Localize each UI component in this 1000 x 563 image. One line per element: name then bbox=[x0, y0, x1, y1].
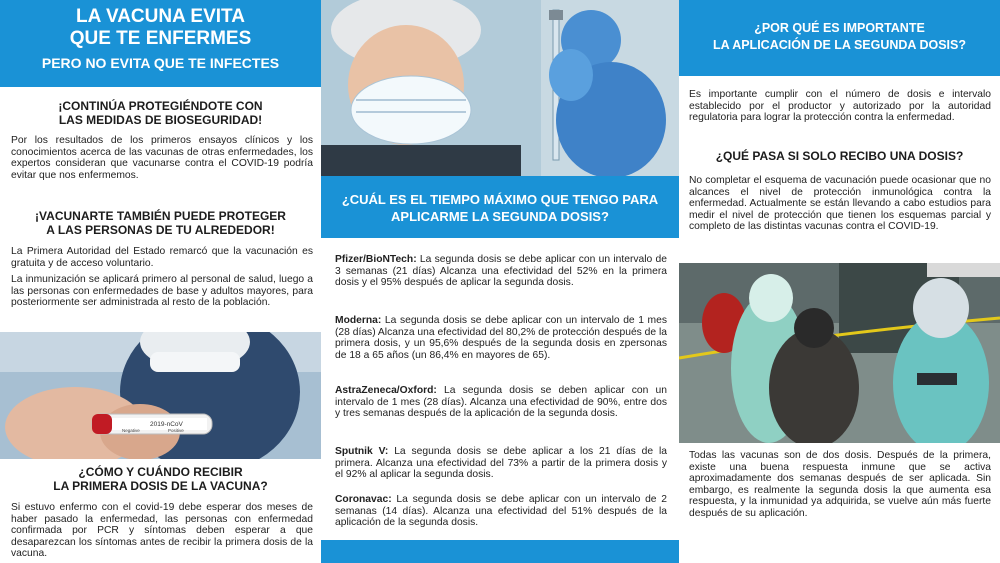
nurse-syringe-photo bbox=[321, 0, 679, 176]
coronavac-text: La segunda dosis se debe aplicar con un intervalo de 2 semanas (14 días). Alcanza una efectividad del 51% después de la aplicación de la segunda dosis. bbox=[335, 494, 667, 529]
max-time-banner-line2: APLICARME LA SEGUNDA DOSIS? bbox=[391, 209, 609, 224]
second-dose-banner-line2: LA APLICACIÓN DE LA SEGUNDA DOSIS? bbox=[712, 38, 966, 52]
banner-title-line1: LA VACUNA EVITA bbox=[76, 6, 245, 27]
coronavac-paragraph bbox=[335, 494, 667, 529]
sputnik-name: Sputnik V: bbox=[335, 446, 389, 457]
max-time-banner bbox=[321, 176, 679, 238]
first-dose-heading bbox=[0, 465, 321, 493]
second-dose-banner bbox=[679, 0, 1000, 76]
two-doses-paragraph: Todas las vacunas son de dos dosis. Después de la primera, existe una buena respuesta inmune que se activa aproximadamente dos semanas después de ser aplicada. Sin embargo, es realmente la segunda dosis la que aumenta esa respuesta, y la inmunidad ya adquirida, se vuelve aún más fuerte después de su aplicación. bbox=[689, 450, 991, 519]
max-time-banner-line1: ¿CUÁL ES EL TIEMPO MÁXIMO QUE TENGO PARA bbox=[341, 192, 659, 207]
incomplete-scheme-paragraph: No completar el esquema de vacunación puede ocasionar que no alcances el nivel de protección inmunológica contra la enfermedad. Actualmente se están llevando a cabo estudios para medir el nivel de protección que tienen los esquemas parcial y completo de las distintas vacunas contra el COVID-19. bbox=[689, 175, 991, 233]
sputnik-paragraph bbox=[335, 446, 667, 481]
protect-others-heading-line2: A LAS PERSONAS DE TU ALREDEDOR! bbox=[46, 223, 275, 237]
moderna-paragraph bbox=[335, 315, 667, 361]
dose-interval-paragraph: Es importante cumplir con el número de dosis e intervalo establecido por el productor y autorizado por la autoridad regulatoria para lograr la protección contra la enfermedad. bbox=[689, 89, 991, 124]
bottom-accent-bar bbox=[321, 540, 679, 563]
second-dose-banner-line1: ¿POR QUÉ ES IMPORTANTE bbox=[754, 21, 925, 35]
pfizer-paragraph bbox=[335, 254, 667, 289]
right-column bbox=[679, 0, 1000, 563]
biosecurity-heading bbox=[0, 99, 321, 127]
pfizer-name: Pfizer/BioNTech: bbox=[335, 254, 417, 265]
first-dose-heading-line2: LA PRIMERA DOSIS DE LA VACUNA? bbox=[53, 479, 268, 493]
test-tube-photo bbox=[0, 332, 321, 459]
moderna-text: La segunda dosis se debe aplicar con un intervalo de 1 mes (28 días) Alcanza una efectividad del 80,2% de protección después de la primera dosis, y un 95,6% después de la segunda dosis en zpersonas de 18 a 65 años (un 86,4% en mayores de 65). bbox=[335, 315, 668, 361]
banner-title-line2: QUE TE ENFERMES bbox=[69, 28, 252, 49]
vial-label: 2019-nCoV bbox=[150, 421, 183, 428]
astrazeneca-paragraph bbox=[335, 385, 667, 420]
test-tube-illustration bbox=[0, 332, 321, 459]
vial-positive: Positive bbox=[168, 428, 184, 433]
single-dose-heading: ¿QUÉ PASA SI SOLO RECIBO UNA DOSIS? bbox=[715, 149, 964, 163]
title-banner bbox=[0, 0, 321, 87]
free-vaccination-paragraph: La Primera Autoridad del Estado remarcó que la vacunación es gratuita y de acceso voluntario. bbox=[11, 246, 313, 269]
left-column bbox=[0, 0, 321, 563]
middle-column bbox=[321, 0, 679, 563]
vial-negative: Negative bbox=[122, 428, 140, 433]
first-dose-heading-line1: ¿CÓMO Y CUÁNDO RECIBIR bbox=[78, 465, 243, 479]
protect-others-heading-line1: ¡VACUNARTE TAMBIÉN PUEDE PROTEGER bbox=[35, 209, 286, 223]
astrazeneca-name: AstraZeneca/Oxford: bbox=[335, 385, 437, 396]
moderna-name: Moderna: bbox=[335, 315, 382, 326]
nurse-illustration bbox=[321, 0, 679, 176]
first-dose-paragraph: Si estuvo enfermo con el covid-19 debe esperar dos meses de haber pasado la enfermedad, las personas con enfermedad confirmada por PCR y síntomas deben esperar a que desaparezcan los síntomas antes de recibir la primera dosis de la vacuna. bbox=[11, 502, 313, 560]
biosecurity-heading-line1: ¡CONTINÚA PROTEGIÉNDOTE CON bbox=[58, 99, 263, 113]
coronavac-name: Coronavac: bbox=[335, 494, 392, 505]
health-workers-photo bbox=[679, 263, 1000, 443]
health-workers-illustration bbox=[679, 263, 1000, 443]
sputnik-text: La segunda dosis se debe aplicar a los 21 días de la primera. Alcanza una efectividad del 73% a partir de la primera dosis y el 92% al aplicar la segunda dosis. bbox=[335, 446, 668, 481]
biosecurity-heading-line2: LAS MEDIDAS DE BIOSEGURIDAD! bbox=[58, 113, 263, 127]
priority-groups-paragraph: La inmunización se aplicará primero al personal de salud, luego a las personas con enfermedades de base y adultos mayores, para posteriormente ser administrada al resto de la población. bbox=[11, 274, 313, 309]
pfizer-text: La segunda dosis se debe aplicar con un intervalo de 3 semanas (21 días) Alcanza una efectividad del 52% en la primera dosis y el 95% después de aplicar la segunda dosis. bbox=[335, 254, 667, 289]
astrazeneca-text: La segunda dosis se deben aplicar con un intervalo de 1 mes (28 días). Alcanza una efectividad de 90%, entre dos y tres semanas después de la aplicación de la segunda dosis. bbox=[335, 385, 667, 420]
banner-subtitle: PERO NO EVITA QUE TE INFECTES bbox=[41, 55, 280, 71]
protect-others-heading bbox=[0, 209, 321, 237]
trials-paragraph: Por los resultados de los primeros ensayos clínicos y los conocimientos acerca de las vacunas de otras enfermedades, los expertos consideran que vacunarse contra el COVID-19 podría evitar que nos enfermemos. bbox=[11, 135, 313, 181]
